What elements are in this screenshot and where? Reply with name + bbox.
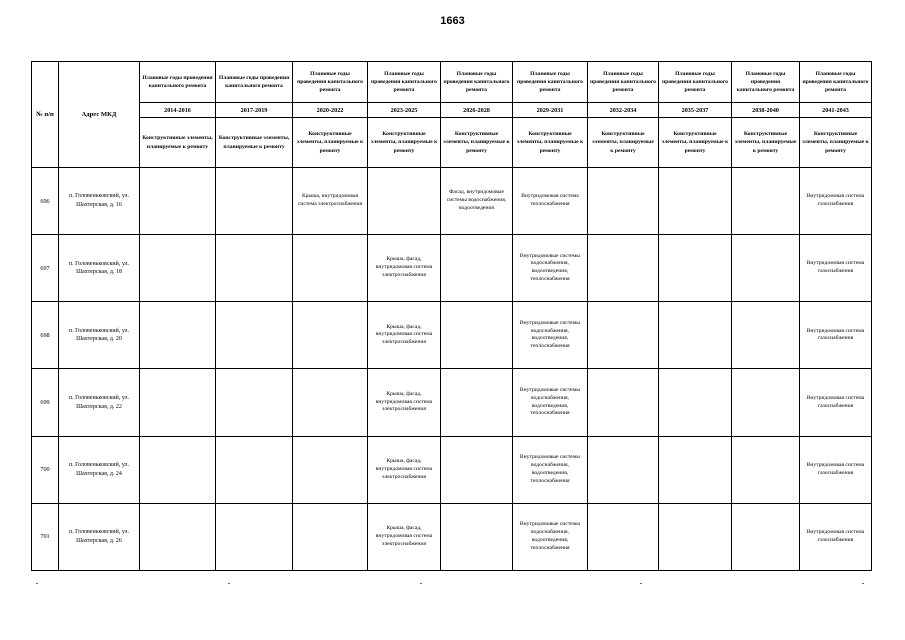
elements-cell-2017-2019 (216, 168, 293, 235)
elements-cell-2032-2034 (588, 503, 659, 570)
year-range: 2023-2025 (368, 103, 441, 118)
elements-cell-2032-2034 (588, 369, 659, 436)
period-header: Плановые годы проведения капитального ремонта (216, 62, 293, 103)
elements-cell-2017-2019 (216, 369, 293, 436)
elements-cell-2020-2022 (293, 235, 368, 302)
elements-cell-2017-2019 (216, 235, 293, 302)
address-cell: п. Головеньковский, ул. Шахтерская, д. 24 (59, 436, 140, 503)
elements-cell-2023-2025: Крыша, фасад, внутридомовая система электроснабжения (368, 302, 441, 369)
elements-cell-2038-2040 (732, 235, 800, 302)
table-row (32, 369, 872, 436)
elements-cell-2020-2022 (293, 436, 368, 503)
elements-cell-2035-2037 (659, 235, 732, 302)
elements-cell-2026-2028 (441, 436, 513, 503)
elements-cell-2029-2031: Внутридомовые системы водоснабжения, водоотведения, теплоснабжения (513, 235, 588, 302)
elements-cell-2014-2016 (140, 503, 216, 570)
row-number: 698 (32, 302, 59, 369)
elements-cell-2020-2022 (293, 503, 368, 570)
elements-cell-2038-2040 (732, 436, 800, 503)
elements-cell-2026-2028 (441, 503, 513, 570)
elements-cell-2029-2031: Внутридомовые системы водоснабжения, водоотведения, теплоснабжения (513, 369, 588, 436)
table-row (32, 235, 872, 302)
address-cell: п. Головеньковский, ул. Шахтерская, д. 16 (59, 168, 140, 235)
year-range: 2029-2031 (513, 103, 588, 118)
year-range: 2041-2043 (800, 103, 872, 118)
scan-mark (640, 583, 642, 584)
table-row (32, 503, 872, 570)
elements-cell-2023-2025: Крыша, фасад, внутридомовая система электроснабжения (368, 235, 441, 302)
table-row (32, 436, 872, 503)
year-range: 2032-2034 (588, 103, 659, 118)
row-number: 701 (32, 503, 59, 570)
elements-header: Конструктивные элементы, планируемые к ремонту (732, 118, 800, 168)
elements-cell-2038-2040 (732, 369, 800, 436)
col-header-number: № п/п (32, 62, 59, 168)
elements-header: Конструктивные элементы, планируемые к ремонту (659, 118, 732, 168)
elements-cell-2038-2040 (732, 503, 800, 570)
elements-cell-2041-2043: Внутридомовая система газоснабжения (800, 436, 872, 503)
elements-cell-2014-2016 (140, 369, 216, 436)
year-range: 2026-2028 (441, 103, 513, 118)
elements-cell-2020-2022 (293, 302, 368, 369)
row-number: 700 (32, 436, 59, 503)
elements-cell-2041-2043: Внутридомовая система газоснабжения (800, 168, 872, 235)
elements-cell-2023-2025 (368, 168, 441, 235)
elements-cell-2017-2019 (216, 503, 293, 570)
elements-cell-2017-2019 (216, 302, 293, 369)
row-number: 697 (32, 235, 59, 302)
col-header-address: Адрес МКД (59, 62, 140, 168)
elements-cell-2035-2037 (659, 168, 732, 235)
elements-cell-2041-2043: Внутридомовая система газоснабжения (800, 235, 872, 302)
elements-cell-2038-2040 (732, 168, 800, 235)
period-header: Плановые годы проведения капитального ремонта (293, 62, 368, 103)
elements-cell-2029-2031: Внутридомовые системы водоснабжения, водоотведения, теплоснабжения (513, 503, 588, 570)
elements-cell-2026-2028 (441, 302, 513, 369)
scan-mark (228, 583, 230, 584)
elements-cell-2035-2037 (659, 302, 732, 369)
table-row (32, 302, 872, 369)
year-range: 2038-2040 (732, 103, 800, 118)
elements-cell-2026-2028 (441, 369, 513, 436)
elements-cell-2035-2037 (659, 503, 732, 570)
elements-cell-2029-2031: Внутридомовые системы водоснабжения, водоотведения, теплоснабжения (513, 436, 588, 503)
period-header: Плановые годы проведения капитального ремонта (659, 62, 732, 103)
address-cell: п. Головеньковский, ул. Шахтерская, д. 26 (59, 503, 140, 570)
address-cell: п. Головеньковский, ул. Шахтерская, д. 20 (59, 302, 140, 369)
elements-cell-2035-2037 (659, 436, 732, 503)
row-number: 696 (32, 168, 59, 235)
elements-cell-2020-2022 (293, 369, 368, 436)
scan-mark (420, 583, 422, 584)
period-header: Плановые годы проведения капитального ремонта (441, 62, 513, 103)
year-range: 2035-2037 (659, 103, 732, 118)
elements-cell-2023-2025: Крыша, фасад, внутридомовая система электроснабжения (368, 369, 441, 436)
elements-cell-2032-2034 (588, 302, 659, 369)
elements-cell-2023-2025: Крыша, фасад, внутридомовая система электроснабжения (368, 436, 441, 503)
elements-cell-2038-2040 (732, 302, 800, 369)
elements-cell-2041-2043: Внутридомовая система газоснабжения (800, 302, 872, 369)
year-range: 2017-2019 (216, 103, 293, 118)
elements-cell-2041-2043: Внутридомовая система газоснабжения (800, 503, 872, 570)
elements-cell-2032-2034 (588, 436, 659, 503)
elements-cell-2029-2031: Внутридомовая система теплоснабжения (513, 168, 588, 235)
period-header: Плановые годы проведения капитального ремонта (368, 62, 441, 103)
elements-cell-2032-2034 (588, 168, 659, 235)
period-header: Плановые годы проведения капитального ремонта (732, 62, 800, 103)
address-cell: п. Головеньковский, ул. Шахтерская, д. 18 (59, 235, 140, 302)
elements-cell-2020-2022: Крыша, внутридомовая система электроснабжения (293, 168, 368, 235)
period-header: Плановые годы проведения капитального ремонта (800, 62, 872, 103)
page-number: 1663 (440, 15, 465, 27)
scan-mark (862, 583, 864, 584)
elements-cell-2023-2025: Крыша, фасад, внутридомовая система электроснабжения (368, 503, 441, 570)
elements-cell-2035-2037 (659, 369, 732, 436)
period-header: Плановые годы проведения капитального ремонта (140, 62, 216, 103)
row-number: 699 (32, 369, 59, 436)
address-cell: п. Головеньковский, ул. Шахтерская, д. 22 (59, 369, 140, 436)
capital-repair-table (31, 61, 872, 571)
elements-header: Конструктивные элементы, планируемые к ремонту (800, 118, 872, 168)
elements-header: Конструктивные элементы, планируемые к ремонту (441, 118, 513, 168)
elements-header: Конструктивные элементы, планируемые к ремонту (368, 118, 441, 168)
elements-cell-2014-2016 (140, 168, 216, 235)
period-header: Плановые годы проведения капитального ремонта (513, 62, 588, 103)
elements-cell-2026-2028 (441, 235, 513, 302)
scan-mark (36, 583, 38, 584)
elements-header: Конструктивные элементы, планируемые к ремонту (588, 118, 659, 168)
elements-cell-2026-2028: Фасад, внутридомовые системы водоснабжения, водоотведения (441, 168, 513, 235)
period-header: Плановые годы проведения капитального ремонта (588, 62, 659, 103)
elements-cell-2032-2034 (588, 235, 659, 302)
table-row (32, 168, 872, 235)
elements-cell-2014-2016 (140, 302, 216, 369)
elements-header: Конструктивные элементы, планируемые к ремонту (216, 118, 293, 168)
elements-header: Конструктивные элементы, планируемые к ремонту (140, 118, 216, 168)
elements-cell-2014-2016 (140, 436, 216, 503)
year-range: 2014-2016 (140, 103, 216, 118)
year-range: 2020-2022 (293, 103, 368, 118)
elements-cell-2017-2019 (216, 436, 293, 503)
elements-cell-2029-2031: Внутридомовые системы водоснабжения, водоотведения, теплоснабжения (513, 302, 588, 369)
elements-header: Конструктивные элементы, планируемые к ремонту (513, 118, 588, 168)
elements-header: Конструктивные элементы, планируемые к ремонту (293, 118, 368, 168)
elements-cell-2041-2043: Внутридомовая система газоснабжения (800, 369, 872, 436)
elements-cell-2014-2016 (140, 235, 216, 302)
